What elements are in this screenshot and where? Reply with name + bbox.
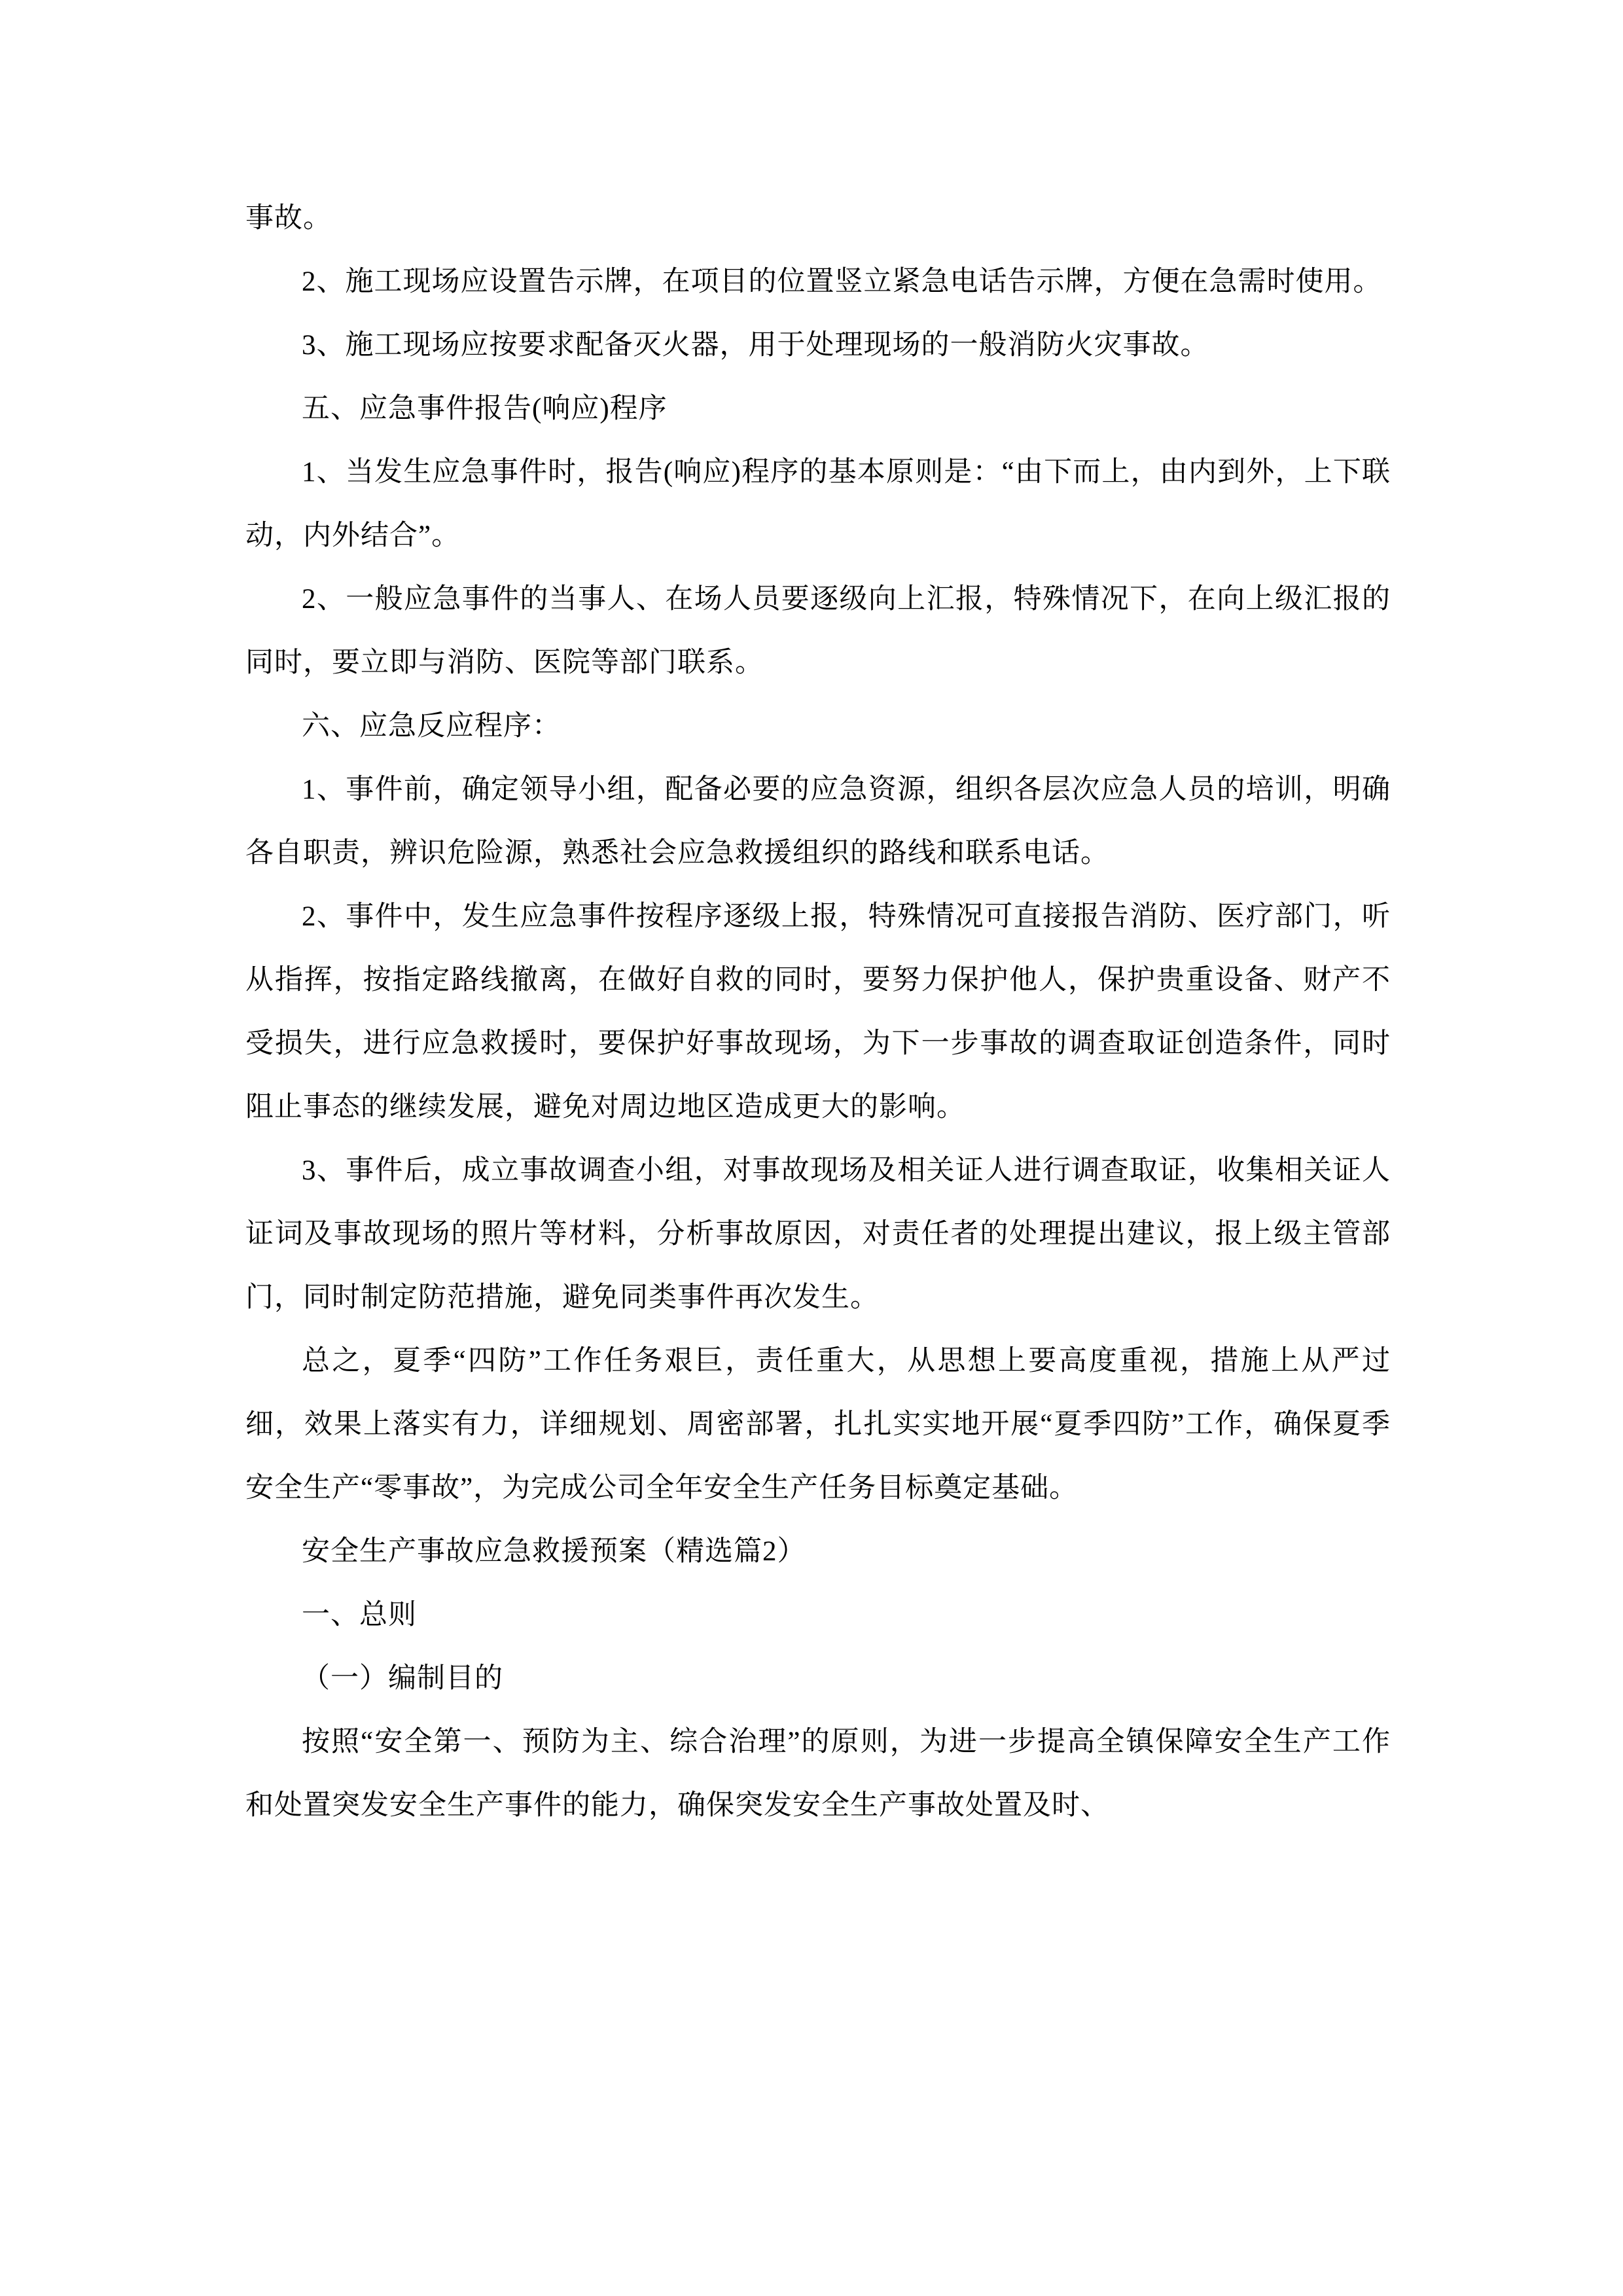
paragraph-purpose: 按照“安全第一、预防为主、综合治理”的原则，为进一步提高全镇保障安全生产工作和处置突发安全生产事件的能力，确保突发安全生产事故处置及时、 xyxy=(245,1727,1391,1821)
section-heading-purpose: （一）编制目的 xyxy=(302,1663,503,1694)
section-heading-6: 六、应急反应程序： xyxy=(302,711,561,742)
paragraph-item-3: 3、施工现场应按要求配备灭火器，用于处理现场的一般消防火灾事故。 xyxy=(302,330,1209,361)
paragraph-item-1: 1、当发生应急事件时，报告(响应)程序的基本原则是：“由下而上，由内到外，上下联动，内外结合”。 xyxy=(245,457,1391,551)
paragraph-item-2c: 2、事件中，发生应急事件按程序逐级上报，特殊情况可直接报告消防、医疗部门，听从指挥，按指定路线撤离，在做好自救的同时，要努力保护他人，保护贵重设备、财产不受损失，进行应急救援时，要保护好事故现场，为下一步事故的调查取证创造条件，同时阻止事态的继续发展，避免对周边地区造成更大的影响。 xyxy=(245,901,1391,1122)
section-heading-general: 一、总则 xyxy=(302,1600,417,1630)
paragraph-item-3b: 3、事件后，成立事故调查小组，对事故现场及相关证人进行调查取证，收集相关证人证词及事故现场的照片等材料，分析事故原因，对责任者的处理提出建议，报上级主管部门，同时制定防范措施，避免同类事件再次发生。 xyxy=(245,1155,1391,1313)
section-title-plan-2: 安全生产事故应急救援预案（精选篇2） xyxy=(302,1536,806,1567)
paragraph-continuation: 事故。 xyxy=(245,203,332,234)
paragraph-item-2b: 2、一般应急事件的当事人、在场人员要逐级向上汇报，特殊情况下，在向上级汇报的同时，要立即与消防、医院等部门联系。 xyxy=(245,584,1391,678)
paragraph-summary: 总之，夏季“四防”工作任务艰巨，责任重大，从思想上要高度重视，措施上从严过细，效果上落实有力，详细规划、周密部署，扎扎实实地开展“夏季四防”工作，确保夏季安全生产“零事故”，为完成公司全年安全生产任务目标奠定基础。 xyxy=(245,1346,1391,1503)
document-body xyxy=(245,187,1391,1837)
section-heading-5: 五、应急事件报告(响应)程序 xyxy=(302,393,668,424)
paragraph-item-2: 2、施工现场应设置告示牌，在项目的位置竖立紧急电话告示牌，方便在急需时使用。 xyxy=(302,266,1382,297)
paragraph-item-1b: 1、事件前，确定领导小组，配备必要的应急资源，组织各层次应急人员的培训，明确各自职责，辨识危险源，熟悉社会应急救援组织的路线和联系电话。 xyxy=(245,774,1391,869)
